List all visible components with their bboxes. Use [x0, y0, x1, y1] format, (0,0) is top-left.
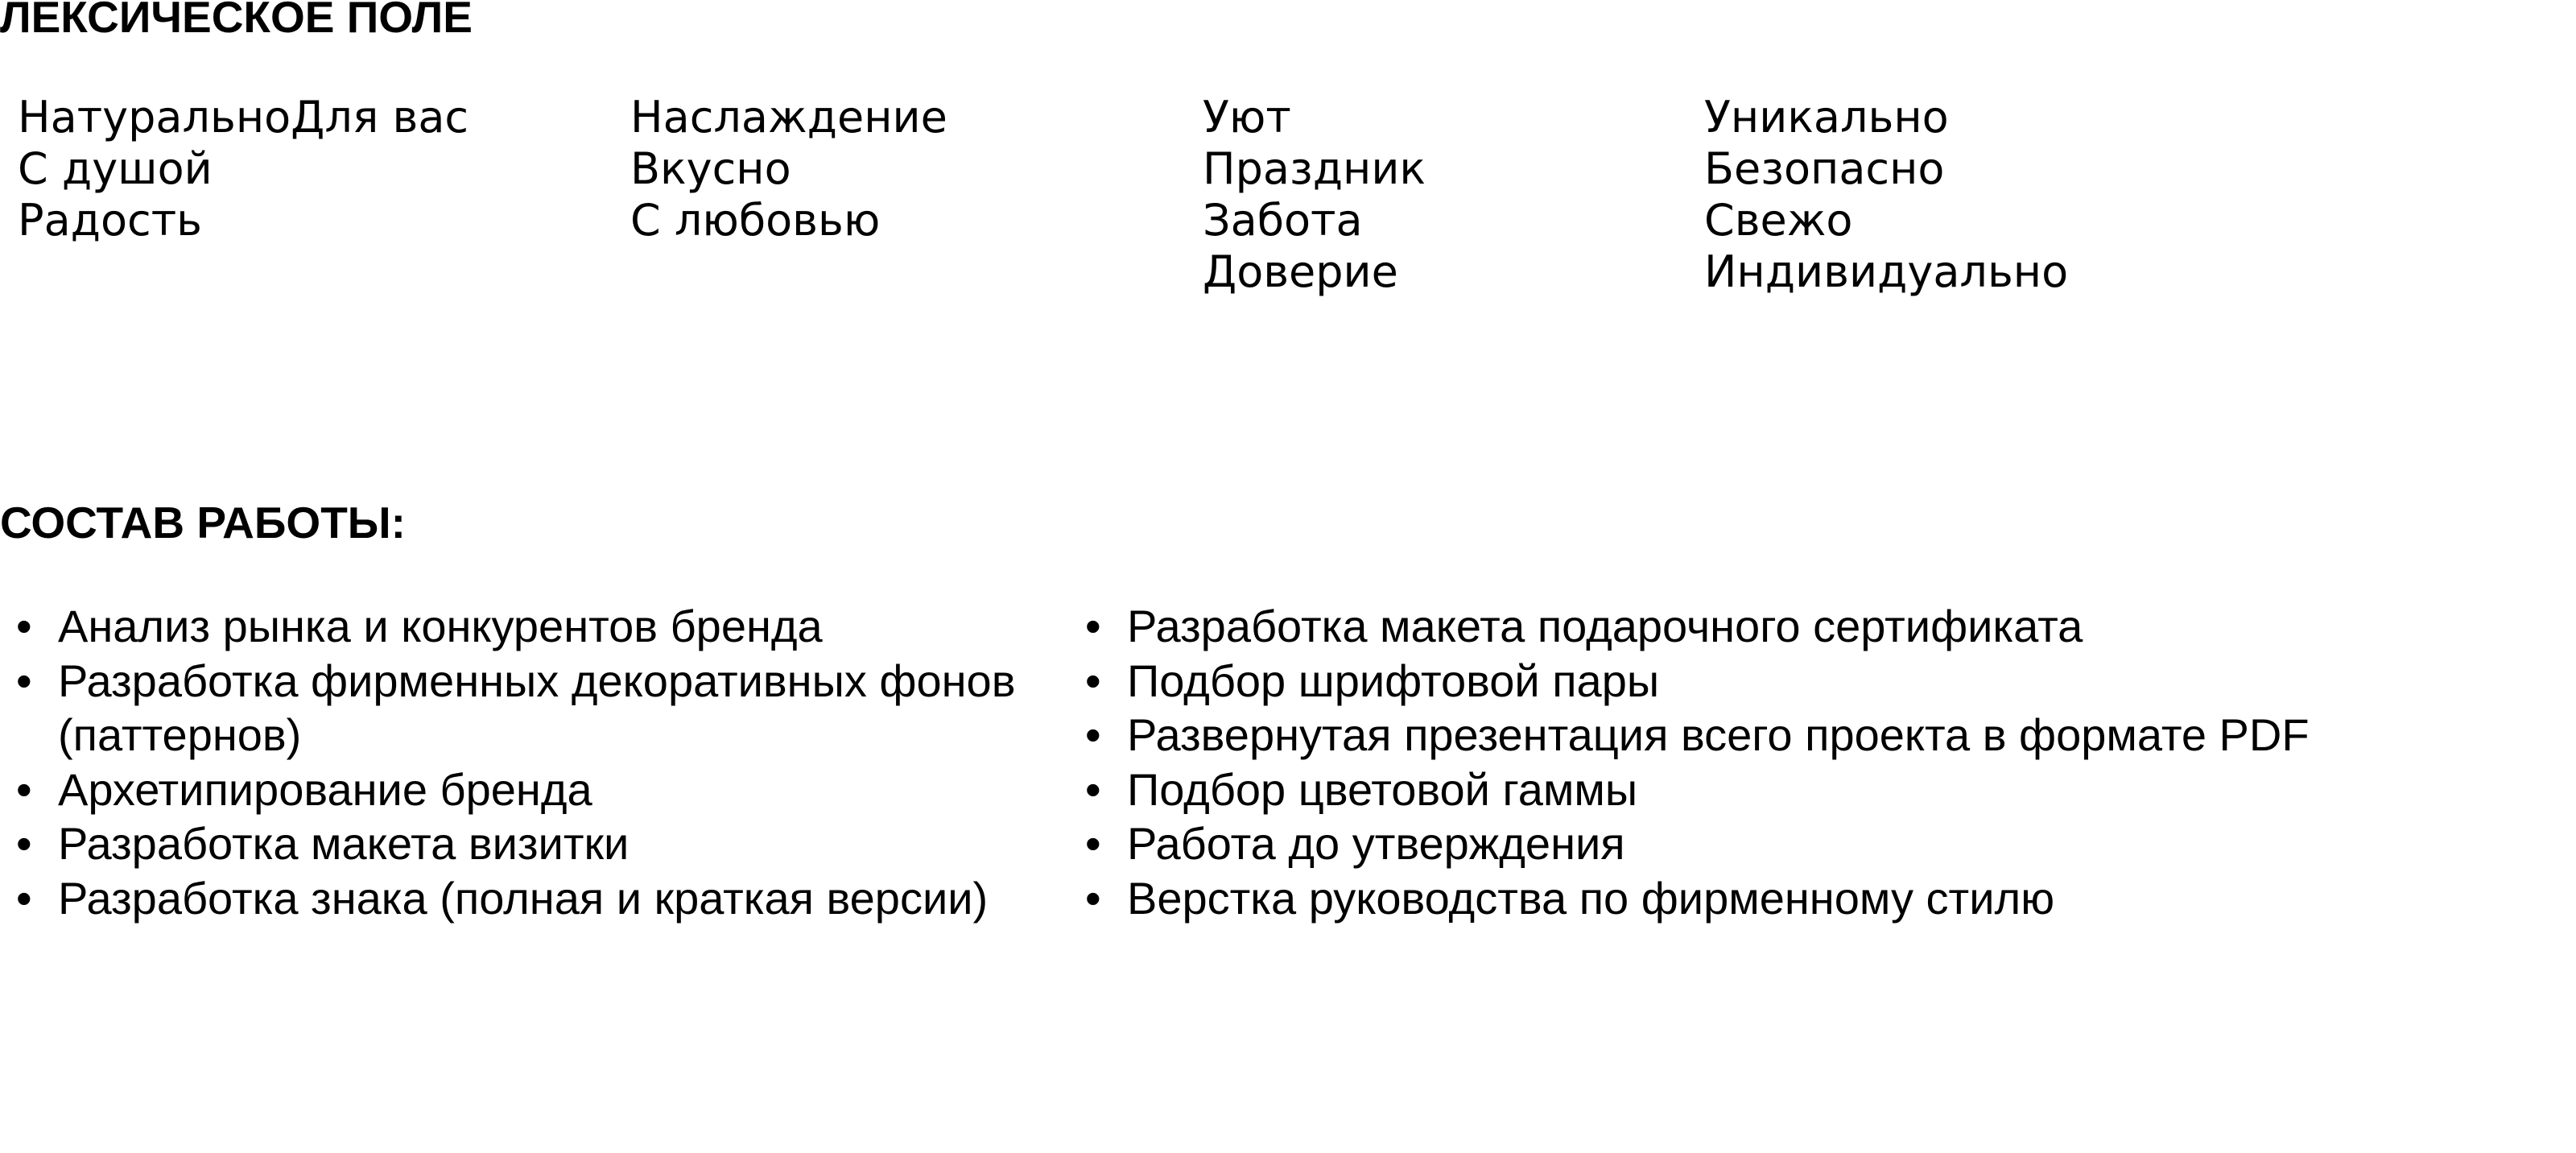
bullet-icon: • [16, 601, 32, 651]
lexical-word: Уют [1203, 92, 1291, 143]
lexical-word: Праздник [1203, 143, 1426, 194]
lexical-word: Уникально [1704, 92, 1949, 143]
lexical-column-2 [630, 92, 947, 246]
bullet-icon: • [16, 655, 32, 706]
bullet-icon: • [1085, 872, 1101, 924]
bullet-icon: • [16, 818, 32, 869]
work-item-text: Разработка знака (полная и краткая версии) [58, 872, 989, 924]
bullet-icon: • [16, 763, 32, 815]
lexical-column-4 [1704, 92, 2068, 298]
work-item [1085, 816, 2566, 871]
work-item [1085, 654, 2566, 709]
lexical-word: НатуральноДля вас [18, 92, 469, 143]
work-scope-heading: СОСТАВ РАБОТЫ: [0, 498, 406, 548]
work-item [1085, 871, 2566, 926]
work-item-text: Архетипирование бренда [58, 763, 592, 815]
work-item [1085, 708, 2566, 762]
lexical-word: С любовью [630, 195, 881, 246]
lexical-word: Безопасно [1704, 143, 1945, 194]
work-item-text: Развернутая презентация всего проекта в формате PDF [1127, 709, 2310, 760]
work-scope-list-right [1085, 599, 2566, 925]
lexical-word: Радость [18, 195, 202, 246]
lexical-field-heading: ЛЕКСИЧЕСКОЕ ПОЛЕ [0, 0, 473, 42]
lexical-word: Доверие [1203, 246, 1398, 297]
bullet-icon: • [1085, 655, 1101, 706]
bullet-icon: • [1085, 601, 1101, 651]
work-item [16, 654, 1087, 762]
bullet-icon: • [1085, 818, 1101, 869]
work-item [16, 762, 1087, 817]
work-item [16, 871, 1087, 926]
work-item-text: Работа до утверждения [1127, 818, 1625, 869]
lexical-word: Забота [1203, 195, 1363, 246]
work-scope-list-left [16, 599, 1087, 925]
bullet-icon: • [16, 872, 32, 924]
lexical-word: Вкусно [630, 143, 791, 194]
bullet-icon: • [1085, 763, 1101, 815]
lexical-column-1 [18, 92, 469, 246]
work-item-text: Подбор шрифтовой пары [1127, 655, 1660, 706]
lexical-word: Свежо [1704, 195, 1853, 246]
work-item [16, 599, 1087, 654]
work-item [1085, 762, 2566, 817]
work-item [1085, 599, 2566, 654]
work-item-text: Разработка макета визитки [58, 818, 630, 869]
work-item-text: Верстка руководства по фирменному стилю [1127, 872, 2055, 924]
lexical-word: Индивидуально [1704, 246, 2069, 297]
lexical-word: С душой [18, 143, 213, 194]
work-item-text: Разработка макета подарочного сертификата [1127, 601, 2083, 651]
lexical-word: Наслаждение [630, 92, 947, 143]
work-item-text: Подбор цветовой гаммы [1127, 763, 1638, 815]
bullet-icon: • [1085, 709, 1101, 760]
lexical-column-3 [1203, 92, 1426, 298]
work-item-text: Разработка фирменных декоративных фонов (паттернов) [58, 655, 1016, 760]
work-item-text: Анализ рынка и конкурентов бренда [58, 601, 823, 651]
work-item [16, 816, 1087, 871]
